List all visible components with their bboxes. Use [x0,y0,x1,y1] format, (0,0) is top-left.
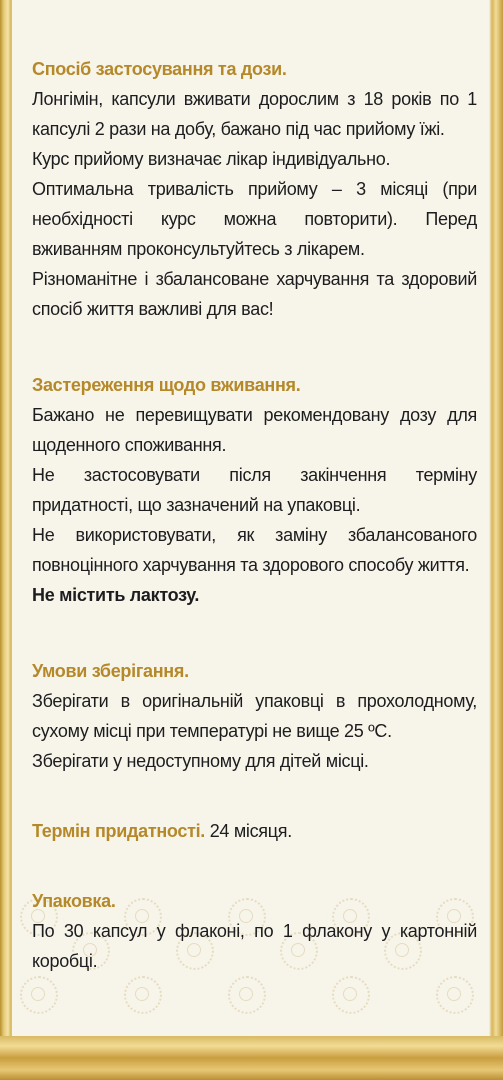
shelf-life-value: 24 місяця. [209,821,292,841]
dosage-paragraph-2: Курс прийому визначає лікар індивідуально. [32,149,391,169]
packaging-heading: Упаковка. [32,891,116,911]
lactose-free-note: Не містить лактозу. [32,585,200,605]
shelf-life-line [22,816,477,846]
dosage-heading: Спосіб застосування та дози. [32,59,287,79]
warnings-paragraph-3: Не використовувати, як заміну збалансованого повноцінного харчування та здорового способу життя. [32,525,477,575]
warnings-heading: Застереження щодо вживання. [32,375,301,395]
dosage-paragraph-3: Оптимальна тривалість прийому – 3 місяці (при необхідності курс можна повторити). Перед вживанням проконсультуйтесь з лікарем. [32,179,477,259]
storage-heading: Умови зберігання. [32,661,189,681]
dosage-paragraph-4: Різноманітне і збалансоване харчування та здоровий спосіб життя важливі для вас! [32,269,477,319]
storage-paragraph-1: Зберігати в оригінальній упаковці в прохолодному, сухому місці при температурі не вище 25 ºС. [32,691,477,741]
warnings-paragraph-2: Не застосовувати після закінчення терміну придатності, що зазначений на упаковці. [32,465,477,515]
shelf-life-heading: Термін придатності. [32,821,205,841]
dosage-paragraph-1: Лонгімін, капсули вживати дорослим з 18 років по 1 капсулі 2 рази на добу, бажано під час прийому їжі. [32,89,477,139]
warnings-paragraph-1: Бажано не перевищувати рекомендовану дозу для щоденного споживання. [32,405,477,455]
storage-paragraph-2: Зберігати у недоступному для дітей місці. [32,751,369,771]
packaging-paragraph-1: По 30 капсул у флаконі, по 1 флакону у картонній коробці. [32,921,477,971]
label-text-block [22,54,477,976]
gold-bottom-band [0,1036,503,1080]
